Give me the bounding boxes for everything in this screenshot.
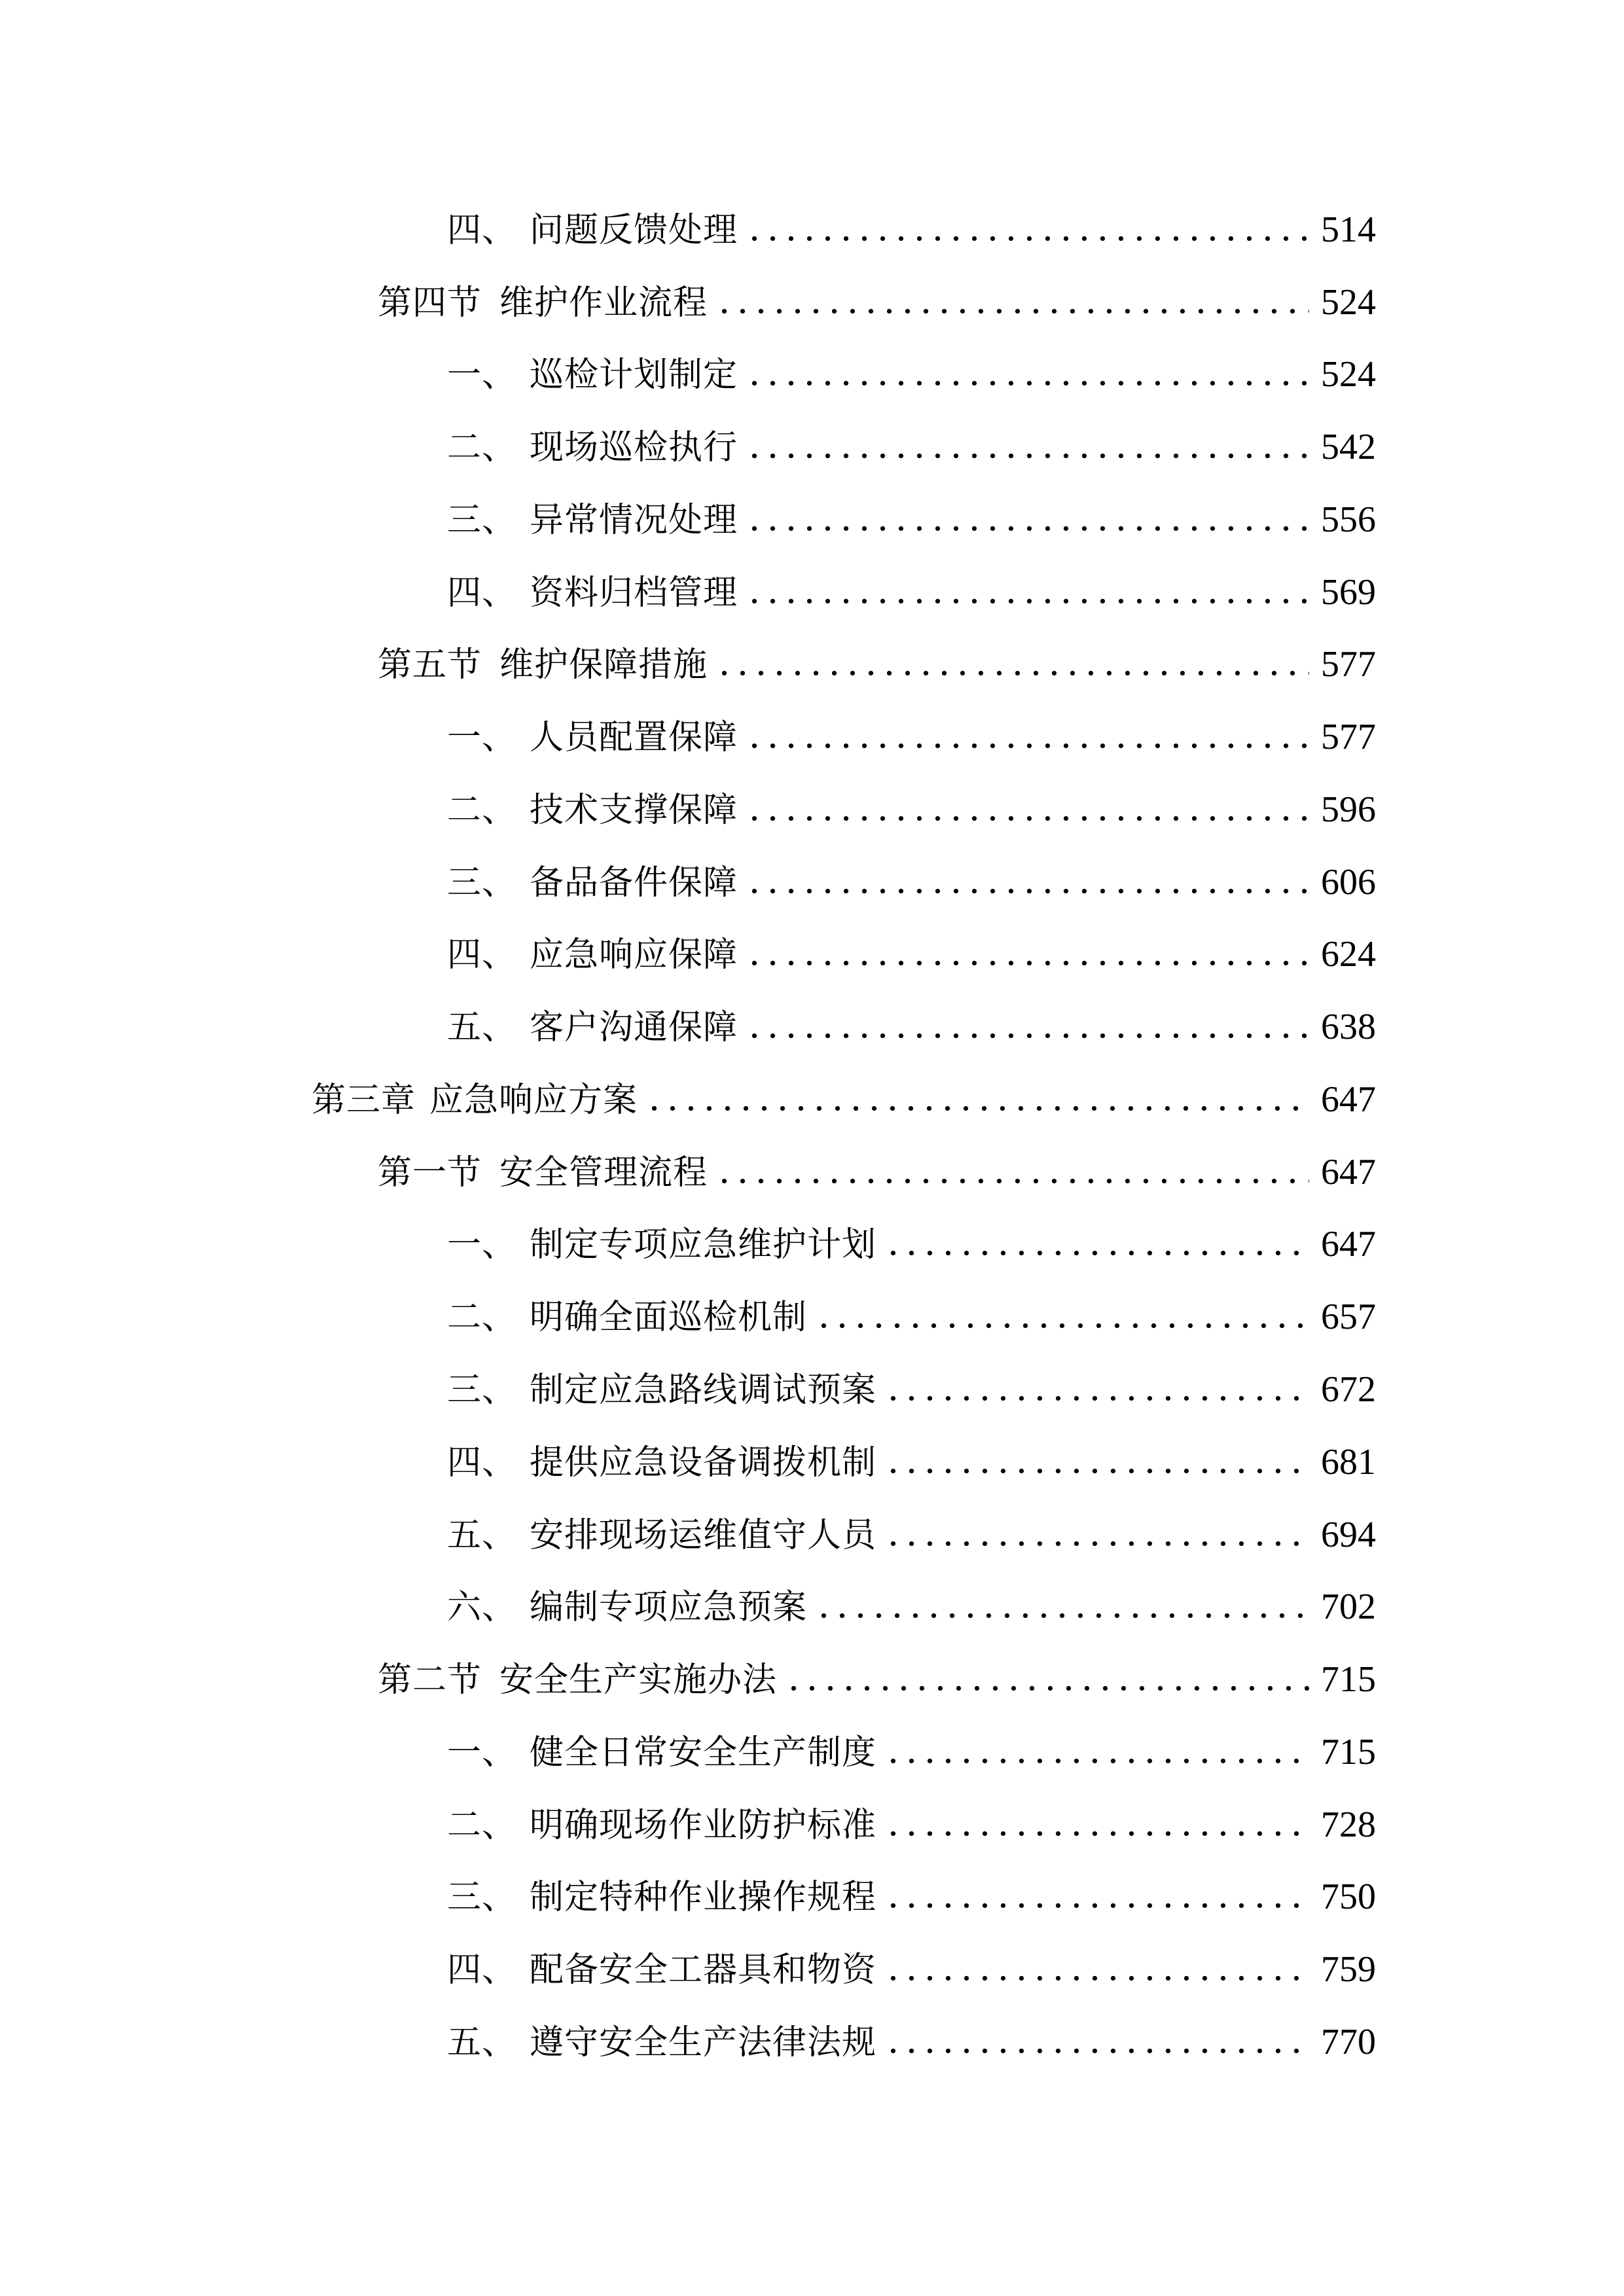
toc-row (0, 1118, 1624, 1191)
toc-entry-title: 现场巡检执行 (530, 429, 738, 467)
toc-entry-label: 第二节 (378, 1662, 482, 1700)
toc-row (0, 1625, 1624, 1698)
toc-row (0, 1770, 1624, 1843)
toc-row (0, 1915, 1624, 1988)
toc-entry-title: 制定应急路线调试预案 (530, 1372, 877, 1410)
toc-page-number: 715 (1321, 1731, 1376, 1772)
toc-row (0, 611, 1624, 683)
dot-leader (652, 1106, 1309, 1111)
toc-entry-title: 制定特种作业操作规程 (530, 1879, 877, 1917)
toc-page-number: 647 (1321, 1224, 1376, 1265)
toc-page-number: 577 (1321, 644, 1376, 685)
toc-page-number: 624 (1321, 934, 1376, 975)
toc-row (0, 1045, 1624, 1118)
toc-entry-label: 四、 (447, 574, 517, 612)
dot-leader (821, 1323, 1309, 1328)
toc-entry-title: 提供应急设备调拨机制 (530, 1444, 877, 1482)
toc-entry-title: 异常情况处理 (530, 501, 738, 539)
dot-leader (752, 744, 1309, 748)
dot-leader (891, 1469, 1309, 1473)
toc-page-number: 759 (1321, 1949, 1376, 1990)
dot-leader (791, 1686, 1309, 1691)
toc-entry-label: 二、 (447, 1806, 517, 1844)
toc-page-number: 770 (1321, 2021, 1376, 2062)
toc-entry-title: 问题反馈处理 (530, 211, 738, 249)
toc-entry-title: 维护作业流程 (499, 284, 708, 322)
toc-entry-title: 制定专项应急维护计划 (530, 1227, 877, 1265)
toc-row (0, 1553, 1624, 1626)
toc-entry-label: 四、 (447, 1952, 517, 1990)
toc-entry-label: 第四节 (378, 284, 482, 322)
toc (0, 175, 1624, 2060)
dot-leader (891, 1396, 1309, 1401)
toc-page-number: 694 (1321, 1514, 1376, 1555)
toc-entry-title: 编制专项应急预案 (530, 1589, 808, 1627)
toc-row (0, 973, 1624, 1048)
toc-row (0, 683, 1624, 758)
toc-row (0, 538, 1624, 611)
dot-leader (722, 309, 1309, 314)
toc-row (0, 1191, 1624, 1263)
toc-row (0, 1335, 1624, 1408)
toc-page-number: 577 (1321, 717, 1376, 758)
toc-row (0, 755, 1624, 828)
toc-row (0, 1408, 1624, 1480)
toc-entry-title: 安全生产实施办法 (499, 1662, 778, 1700)
toc-entry-title: 维护保障措施 (499, 647, 708, 685)
toc-entry-title: 应急响应保障 (530, 937, 738, 975)
toc-entry-label: 一、 (447, 719, 517, 757)
toc-page-number: 638 (1321, 1007, 1376, 1048)
toc-row (0, 1843, 1624, 1916)
dot-leader (821, 1613, 1309, 1618)
toc-entry-label: 二、 (447, 791, 517, 829)
toc-page-number: 596 (1321, 789, 1376, 830)
toc-entry-label: 三、 (447, 1372, 517, 1410)
toc-entry-title: 配备安全工器具和物资 (530, 1952, 877, 1990)
dot-leader (891, 1251, 1309, 1255)
toc-page-number: 702 (1321, 1587, 1376, 1628)
toc-row (0, 393, 1624, 468)
toc-entry-label: 六、 (447, 1589, 517, 1627)
toc-entry-title: 安排现场运维值守人员 (530, 1516, 877, 1554)
toc-entry-title: 巡检计划制定 (530, 357, 738, 395)
toc-row (0, 1988, 1624, 2060)
toc-entry-label: 一、 (447, 1227, 517, 1265)
toc-entry-label: 四、 (447, 211, 517, 249)
toc-entry-label: 二、 (447, 1299, 517, 1337)
toc-entry-label: 第一节 (378, 1154, 482, 1192)
toc-page-number: 542 (1321, 427, 1376, 468)
dot-leader (891, 1759, 1309, 1763)
toc-page-number: 647 (1321, 1151, 1376, 1193)
dot-leader (722, 1179, 1309, 1183)
dot-leader (752, 816, 1309, 821)
toc-page-number: 681 (1321, 1441, 1376, 1482)
toc-row (0, 248, 1624, 321)
toc-entry-label: 一、 (447, 357, 517, 395)
toc-page-number: 750 (1321, 1876, 1376, 1918)
dot-leader (891, 2049, 1309, 2053)
dot-leader (752, 381, 1309, 386)
toc-page-number: 657 (1321, 1297, 1376, 1338)
toc-entry-title: 安全管理流程 (499, 1154, 708, 1192)
toc-entry-title: 备品备件保障 (530, 864, 738, 902)
toc-entry-label: 五、 (447, 1009, 517, 1047)
toc-page-number: 647 (1321, 1079, 1376, 1120)
toc-row (0, 1263, 1624, 1338)
toc-row (0, 1698, 1624, 1770)
dot-leader (752, 961, 1309, 965)
toc-entry-label: 三、 (447, 1879, 517, 1917)
dot-leader (891, 1541, 1309, 1546)
dot-leader (752, 454, 1309, 458)
toc-entry-title: 明确现场作业防护标准 (530, 1806, 877, 1844)
toc-row (0, 1480, 1624, 1553)
dot-leader (752, 1033, 1309, 1038)
dot-leader (752, 889, 1309, 893)
toc-entry-title: 技术支撑保障 (530, 791, 738, 829)
toc-entry-title: 遵守安全生产法律法规 (530, 2024, 877, 2062)
toc-row (0, 828, 1624, 901)
toc-entry-label: 一、 (447, 1734, 517, 1772)
toc-entry-title: 客户沟通保障 (530, 1009, 738, 1047)
toc-entry-label: 三、 (447, 501, 517, 539)
dot-leader (891, 1903, 1309, 1908)
toc-entry-label: 第三章 (312, 1081, 416, 1119)
toc-row (0, 175, 1624, 248)
toc-page-number: 514 (1321, 209, 1376, 250)
toc-entry-label: 四、 (447, 1444, 517, 1482)
toc-page-number: 569 (1321, 571, 1376, 613)
toc-page-number: 556 (1321, 499, 1376, 540)
dot-leader (752, 236, 1309, 241)
toc-page-number: 728 (1321, 1804, 1376, 1845)
toc-entry-title: 资料归档管理 (530, 574, 738, 612)
dot-leader (722, 671, 1309, 675)
toc-entry-title: 人员配置保障 (530, 719, 738, 757)
toc-entry-title: 应急响应方案 (429, 1081, 638, 1119)
toc-page-number: 524 (1321, 354, 1376, 395)
toc-page-number: 524 (1321, 281, 1376, 323)
toc-page-number: 715 (1321, 1659, 1376, 1700)
dot-leader (891, 1831, 1309, 1836)
toc-entry-label: 第五节 (378, 647, 482, 685)
toc-row (0, 901, 1624, 973)
toc-row (0, 321, 1624, 393)
toc-entry-label: 五、 (447, 1516, 517, 1554)
toc-entry-label: 三、 (447, 864, 517, 902)
dot-leader (752, 526, 1309, 531)
toc-row (0, 465, 1624, 538)
dot-leader (891, 1976, 1309, 1981)
toc-entry-title: 健全日常安全生产制度 (530, 1734, 877, 1772)
toc-entry-label: 二、 (447, 429, 517, 467)
toc-page-number: 606 (1321, 861, 1376, 903)
toc-entry-title: 明确全面巡检机制 (530, 1299, 808, 1337)
toc-entry-label: 四、 (447, 937, 517, 975)
toc-page-number: 672 (1321, 1369, 1376, 1410)
dot-leader (752, 599, 1309, 603)
toc-entry-label: 五、 (447, 2024, 517, 2062)
